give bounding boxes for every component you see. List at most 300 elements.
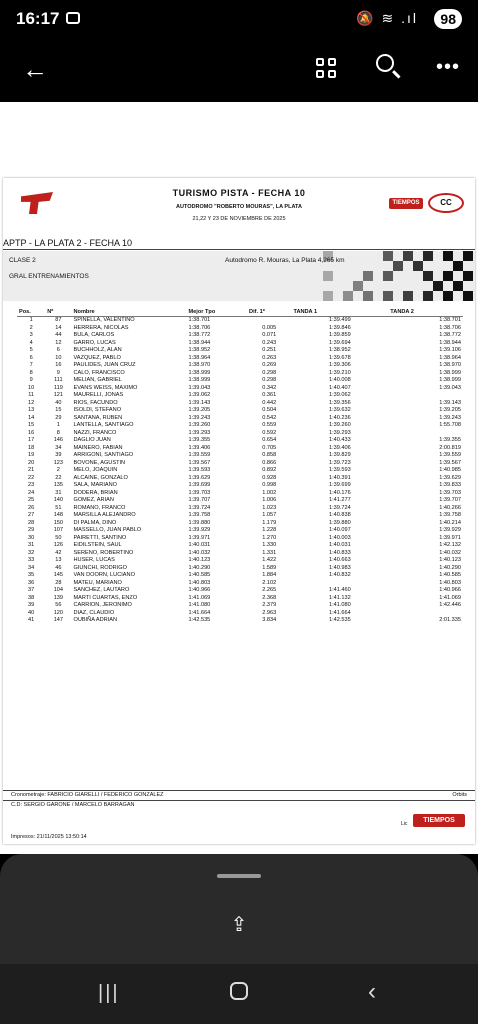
table-cell: 21 xyxy=(28,467,35,473)
table-cell: 1:38.999 xyxy=(188,369,211,376)
table-cell: 29 xyxy=(28,527,35,533)
column-header: Pos. xyxy=(17,308,45,317)
table-cell: 1:39.355 xyxy=(188,437,211,443)
table-cell: 1:39.703 xyxy=(439,489,461,496)
subsession-label: GRAL ENTRENAMIENTOS xyxy=(9,273,89,280)
table-cell: 2.368 xyxy=(262,594,277,601)
orbits-label: Orbits xyxy=(452,792,467,798)
checker-square xyxy=(383,271,393,281)
table-row xyxy=(17,452,463,460)
table-cell: 25 xyxy=(28,497,35,503)
table-cell: 1:38.964 xyxy=(188,354,211,361)
table-cell: 1:39.629 xyxy=(188,474,211,481)
table-cell: 12 xyxy=(55,339,62,346)
table-cell: 0.705 xyxy=(262,444,277,451)
sheet-handle[interactable] xyxy=(217,874,261,878)
table-cell: MELO, JOAQUIN xyxy=(73,467,118,473)
checker-square xyxy=(423,271,433,281)
search-icon[interactable] xyxy=(376,54,394,72)
table-cell: 87 xyxy=(55,317,62,323)
table-cell: 1:39.205 xyxy=(439,407,461,413)
table-row xyxy=(17,467,463,475)
table-cell: 1.179 xyxy=(262,519,277,526)
table-cell: 1.057 xyxy=(262,512,277,518)
checker-square xyxy=(423,291,433,301)
table-cell: 1:40.123 xyxy=(439,557,461,563)
home-button[interactable] xyxy=(230,982,248,1000)
table-cell: 44 xyxy=(55,332,62,338)
table-cell: 1:39.243 xyxy=(439,414,461,421)
table-cell: 1:41.460 xyxy=(328,587,351,593)
status-time: 16:17 xyxy=(16,9,60,28)
checker-square xyxy=(353,281,363,291)
nav-back-button[interactable]: ‹ xyxy=(368,978,376,1005)
table-cell: 1:38.970 xyxy=(439,362,461,368)
table-cell: 0.504 xyxy=(262,407,277,413)
table-cell: 0.071 xyxy=(262,332,277,338)
table-cell: SERENO, ROBERTINO xyxy=(73,549,134,556)
table-cell: 3.834 xyxy=(262,617,277,623)
table-cell: 1:40.966 xyxy=(439,587,461,593)
table-cell: 107 xyxy=(53,527,64,533)
grid-view-icon[interactable] xyxy=(316,58,338,80)
table-row xyxy=(17,355,463,363)
table-row xyxy=(17,565,463,573)
table-header xyxy=(17,308,463,317)
table-cell: 1:40.585 xyxy=(439,572,461,578)
table-cell: 1:41.277 xyxy=(328,497,351,503)
table-cell: 0.005 xyxy=(262,324,277,331)
table-row xyxy=(17,430,463,438)
column-header: Dif. 1º xyxy=(247,308,291,317)
divider xyxy=(3,800,475,801)
table-cell: 1:42.446 xyxy=(439,602,461,608)
license-label: Lic xyxy=(401,821,408,827)
table-cell: 7 xyxy=(29,362,33,368)
table-row xyxy=(17,505,463,513)
column-header: TANDA 1 xyxy=(291,308,388,317)
table-cell: 11 xyxy=(28,392,35,398)
checker-square xyxy=(453,261,463,271)
table-cell: 1:39.293 xyxy=(328,429,351,436)
table-row xyxy=(17,377,463,385)
table-cell: BOVONE, AGUSTIN xyxy=(73,459,126,466)
table-cell: 1:39.758 xyxy=(439,512,461,518)
table-cell: 1:40.832 xyxy=(328,572,351,578)
table-row xyxy=(17,512,463,520)
table-cell: 1:39.929 xyxy=(439,527,461,533)
table-cell: MATEU, MARIANO xyxy=(73,579,122,586)
table-row xyxy=(17,475,463,483)
table-cell: 1:39.707 xyxy=(188,497,211,503)
session-banner xyxy=(3,251,475,301)
table-cell: 1:39.694 xyxy=(328,339,351,346)
table-cell: 147 xyxy=(53,617,64,623)
table-cell: CALO, FRANCISCO xyxy=(73,369,125,376)
table-cell: 37 xyxy=(28,587,35,593)
table-row xyxy=(17,572,463,580)
table-row xyxy=(17,482,463,490)
table-cell: 150 xyxy=(53,519,64,526)
table-cell: 1:39.723 xyxy=(328,459,351,466)
table-cell: 1:39.846 xyxy=(328,324,351,331)
table-cell: DI PALMA, DINO xyxy=(73,519,117,526)
table-cell: 2.102 xyxy=(262,579,277,586)
table-cell: 1:39.699 xyxy=(328,482,351,488)
table-row xyxy=(17,617,463,625)
checker-square xyxy=(343,291,353,301)
checker-square xyxy=(403,291,413,301)
table-cell xyxy=(388,430,463,438)
bottom-sheet[interactable] xyxy=(0,854,478,964)
table-cell: 39 xyxy=(28,602,35,608)
checker-square xyxy=(323,271,333,281)
results-table xyxy=(17,308,463,625)
tiempos-footer-logo: TIEMPOS xyxy=(413,814,465,827)
cast-icon xyxy=(66,12,80,24)
table-cell: 1:38.701 xyxy=(188,317,211,323)
table-cell: 1:39.210 xyxy=(328,369,351,376)
table-cell: 1:38.772 xyxy=(439,332,461,338)
checker-square xyxy=(323,291,333,301)
table-cell: 0.361 xyxy=(262,392,277,398)
table-cell: 46 xyxy=(55,564,62,571)
table-cell: 0.866 xyxy=(262,459,277,466)
table-cell: 0.243 xyxy=(262,339,277,346)
checker-square xyxy=(463,271,473,281)
table-cell: 1:39.971 xyxy=(188,534,211,541)
table-cell: 1:39.833 xyxy=(439,482,461,488)
table-cell xyxy=(291,580,388,588)
table-cell: 50 xyxy=(55,534,62,541)
table-cell: 1:40.003 xyxy=(328,534,351,541)
table-cell: 1.270 xyxy=(262,534,277,541)
table-cell: 1:40.407 xyxy=(328,384,351,391)
table-cell: 2 xyxy=(56,467,60,473)
table-cell: 123 xyxy=(53,459,64,466)
table-cell: 1:42.535 xyxy=(188,617,211,623)
table-cell: 1.023 xyxy=(262,504,277,511)
table-cell: 24 xyxy=(28,489,35,496)
table-cell: 14 xyxy=(28,414,35,421)
table-cell: RIOS, FACUNDO xyxy=(73,399,118,406)
table-cell: 139 xyxy=(53,594,64,601)
table-cell: 1:41.132 xyxy=(328,594,351,601)
table-cell: MASSELLO, JUAN PABLO xyxy=(73,527,142,533)
table-cell: 1.884 xyxy=(262,572,277,578)
back-arrow-icon[interactable]: ← xyxy=(22,54,48,84)
table-cell: 23 xyxy=(28,482,35,488)
status-icons: 🔕 ≋ .ıl xyxy=(356,10,418,26)
table-cell: MAINERO, FABIAN xyxy=(73,444,123,451)
table-cell: 16 xyxy=(55,362,62,368)
table-row xyxy=(17,520,463,528)
table-cell: 1:39.406 xyxy=(328,444,351,451)
table-cell: 2.265 xyxy=(262,587,277,593)
table-cell: 1:40.966 xyxy=(188,587,211,593)
table-cell: 5 xyxy=(29,347,33,353)
table-cell: 38 xyxy=(28,594,35,601)
checker-square xyxy=(383,251,393,261)
table-row xyxy=(17,370,463,378)
table-cell: 1:40.838 xyxy=(328,512,351,518)
table-cell: 1:38.706 xyxy=(188,324,211,331)
table-cell: 1 xyxy=(29,317,33,323)
table-row xyxy=(17,595,463,603)
class-label: CLASE 2 xyxy=(9,257,36,264)
table-cell: 1:39.567 xyxy=(188,459,211,466)
table-cell: 1:39.724 xyxy=(328,504,351,511)
table-cell: ROMANO, FRANCO xyxy=(73,504,126,511)
share-icon[interactable]: ⇪ xyxy=(230,914,248,936)
table-cell: 1:39.260 xyxy=(328,422,351,428)
table-cell: 1:39.559 xyxy=(188,452,211,458)
table-cell: 1:40.032 xyxy=(188,549,211,556)
table-cell: 1:40.290 xyxy=(439,564,461,571)
table-cell: HERRERA, NICOLAS xyxy=(73,324,129,331)
more-options-icon[interactable]: ••• xyxy=(436,56,461,78)
table-cell: SPINELLA, VALENTINO xyxy=(73,317,135,323)
table-cell: 0.251 xyxy=(262,347,277,353)
table-cell: 36 xyxy=(28,579,35,586)
table-cell: 1:39.143 xyxy=(439,399,461,406)
viewer-toolbar xyxy=(0,40,478,102)
table-row xyxy=(17,580,463,588)
table-cell: 2 xyxy=(29,324,33,331)
table-cell: 8 xyxy=(56,429,60,436)
table-cell: 1.330 xyxy=(262,542,277,548)
table-cell: 10 xyxy=(28,384,35,391)
table-cell: 12 xyxy=(28,399,35,406)
column-header: Nº xyxy=(45,308,71,317)
table-row xyxy=(17,527,463,535)
doc-dates: 21,22 Y 23 DE NOVIEMBRE DE 2025 xyxy=(192,216,286,222)
table-cell: 1:40.266 xyxy=(439,504,461,511)
table-cell: 22 xyxy=(28,474,35,481)
table-cell: 33 xyxy=(28,557,35,563)
table-cell: BUCHHOLZ, ALAN xyxy=(73,347,122,353)
checker-square xyxy=(423,251,433,261)
table-row xyxy=(17,392,463,400)
table-row xyxy=(17,362,463,370)
table-cell: 1:39.859 xyxy=(328,332,351,338)
table-cell: 148 xyxy=(53,512,64,518)
table-cell: 1:39.678 xyxy=(328,354,351,361)
table-cell: EVANS WEISS, MAXIMO xyxy=(73,384,138,391)
table-cell: 1:40.176 xyxy=(328,489,351,496)
table-cell: 1:39.703 xyxy=(188,489,211,496)
checker-square xyxy=(463,251,473,261)
table-cell: 1:39.629 xyxy=(439,474,461,481)
table-cell: 1:41.080 xyxy=(328,602,351,608)
table-cell: 1:39.593 xyxy=(328,467,351,473)
doc-circuit: AUTODROMO "ROBERTO MOURAS", LA PLATA xyxy=(176,204,302,210)
table-row xyxy=(17,497,463,505)
document-viewer[interactable] xyxy=(0,102,478,854)
table-row xyxy=(17,415,463,423)
divider xyxy=(3,790,475,791)
table-cell: 1:40.803 xyxy=(439,579,461,586)
table-cell: GOMEZ, ARIAN xyxy=(73,497,114,503)
table-cell: 13 xyxy=(55,557,62,563)
table-cell: 1:40.236 xyxy=(328,414,351,421)
checker-square xyxy=(363,291,373,301)
table-cell: 0.654 xyxy=(262,437,277,443)
table-cell: 104 xyxy=(53,587,64,593)
table-cell: 1:42.535 xyxy=(328,617,351,623)
table-cell: 34 xyxy=(28,564,35,571)
table-cell: 1:40.663 xyxy=(328,557,351,563)
table-cell: 1:38.970 xyxy=(188,362,211,368)
table-cell: 14 xyxy=(55,324,62,331)
recents-button[interactable]: ||| xyxy=(98,982,120,1004)
table-cell: 1.422 xyxy=(262,557,277,563)
table-cell: 1:39.499 xyxy=(328,317,351,323)
table-cell: 2.379 xyxy=(262,602,277,608)
table-cell: 1:40.008 xyxy=(328,377,351,383)
table-cell: DODERA, BRIAN xyxy=(73,489,118,496)
table-cell: 30 xyxy=(28,534,35,541)
table-row xyxy=(17,535,463,543)
table-cell: 1:39.724 xyxy=(188,504,211,511)
table-cell: MARTI CUARTAS, ENZO xyxy=(73,594,138,601)
checker-square xyxy=(433,281,443,291)
table-row xyxy=(17,400,463,408)
table-cell: 15 xyxy=(28,422,35,428)
table-cell: 40 xyxy=(55,399,62,406)
table-cell: 1:42.132 xyxy=(439,542,461,548)
checker-square xyxy=(443,251,453,261)
table-cell: GIUNCHI, RODRIGO xyxy=(73,564,127,571)
timing-credits: Cronometraje: FABRICIO GIARELLI / FEDERICO GONZALEZ xyxy=(11,792,164,798)
table-cell: 0.928 xyxy=(262,474,277,481)
table-cell: CARRION, JERONIMO xyxy=(73,602,132,608)
table-cell: 1:41.069 xyxy=(188,594,211,601)
table-cell: 1:40.983 xyxy=(328,564,351,571)
table-cell: PAIRETTI, SANTINO xyxy=(73,534,127,541)
table-cell: ALCAINE, GONZALO xyxy=(73,474,128,481)
table-cell: 1:40.031 xyxy=(188,542,211,548)
table-row xyxy=(17,610,463,618)
table-cell: LANTELLA, SANTIAGO xyxy=(73,422,134,428)
table-cell: 13 xyxy=(28,407,35,413)
table-cell: 1:40.290 xyxy=(188,564,211,571)
table-cell: 0.592 xyxy=(262,429,277,436)
table-cell: NAZZI, FRANCO xyxy=(73,429,117,436)
table-cell: 1:40.585 xyxy=(188,572,211,578)
table-cell: 1:40.985 xyxy=(439,467,461,473)
table-row xyxy=(17,445,463,453)
table-cell: 0.298 xyxy=(262,377,277,383)
table-cell: 1:39.559 xyxy=(439,452,461,458)
pdf-page xyxy=(3,178,475,844)
table-cell: 1:39.062 xyxy=(188,392,211,398)
table-cell: 28 xyxy=(28,519,35,526)
table-cell: 1:40.097 xyxy=(328,527,351,533)
table-cell: 1:41.664 xyxy=(328,609,351,616)
table-cell: 1:39.355 xyxy=(439,437,461,443)
table-cell: 0.858 xyxy=(262,452,277,458)
table-row xyxy=(17,557,463,565)
table-cell: 9 xyxy=(29,377,33,383)
table-cell: 0.342 xyxy=(262,384,277,391)
table-cell: 1:38.952 xyxy=(188,347,211,353)
table-cell: 140 xyxy=(53,497,64,503)
table-row xyxy=(17,407,463,415)
checker-square xyxy=(323,251,333,261)
table-cell: 1:38.701 xyxy=(439,317,461,323)
table-cell: 1:41.664 xyxy=(188,609,211,616)
table-cell: 1:39.593 xyxy=(188,467,211,473)
table-cell: 1:39.971 xyxy=(439,534,461,541)
table-cell: 0.998 xyxy=(262,482,277,488)
table-cell: 8 xyxy=(29,369,33,376)
column-header: Mejor Tpo xyxy=(187,308,248,317)
table-cell: ARRIGONI, SANTIAGO xyxy=(73,452,134,458)
table-cell: 1:38.944 xyxy=(188,339,211,346)
table-cell xyxy=(247,317,291,325)
table-cell xyxy=(388,610,463,618)
table-cell: 6 xyxy=(29,354,33,361)
session-title: APTP - LA PLATA 2 - FECHA 10 xyxy=(3,238,133,248)
table-cell: 22 xyxy=(55,474,62,481)
table-cell: 146 xyxy=(53,437,64,443)
table-cell: 2:01.335 xyxy=(439,617,461,623)
table-cell: 2.963 xyxy=(262,609,277,616)
table-cell: 1:39.880 xyxy=(188,519,211,526)
table-cell: GARRO, LUCAS xyxy=(73,339,116,346)
table-cell: 111 xyxy=(54,377,63,383)
table-row xyxy=(17,542,463,550)
table-cell: 1:40.123 xyxy=(188,557,211,563)
table-row xyxy=(17,422,463,430)
table-row xyxy=(17,490,463,498)
table-cell: 34 xyxy=(55,444,62,451)
table-cell: BULA, CARLOS xyxy=(73,332,115,338)
table-cell: 10 xyxy=(55,354,62,361)
table-cell: 0.263 xyxy=(262,354,277,361)
table-cell: 1:39.043 xyxy=(439,384,461,391)
table-cell: 1:39.406 xyxy=(188,444,211,451)
table-cell: 16 xyxy=(28,429,35,436)
table-cell: 31 xyxy=(28,542,35,548)
table-cell: 1.228 xyxy=(262,527,277,533)
cd-credits: C.D: SERGIO GARONE / MARCELO BARRAGAN xyxy=(11,802,135,808)
checker-square xyxy=(453,281,463,291)
table-cell: 1.002 xyxy=(262,489,277,496)
table-cell: 1:40.433 xyxy=(328,437,351,443)
table-cell: VAN DOORN, LUCIANO xyxy=(73,572,135,578)
table-cell: MELIAN, GABRIEL xyxy=(73,377,122,383)
table-row xyxy=(17,587,463,595)
table-cell: 0.442 xyxy=(262,399,277,406)
table-cell: 1:40.031 xyxy=(328,542,351,548)
table-cell: HUSER, LUCAS xyxy=(73,557,115,563)
table-cell: 126 xyxy=(53,542,64,548)
doc-title: TURISMO PISTA - FECHA 10 xyxy=(172,188,306,198)
table-cell: SANCHEZ, LAUTARO xyxy=(73,587,130,593)
table-cell: 1:39.356 xyxy=(328,399,351,406)
table-cell: 121 xyxy=(53,392,64,398)
table-cell: 1:39.205 xyxy=(188,407,211,413)
table-cell: 29 xyxy=(55,414,62,421)
tiempos-logo: TIEMPOS xyxy=(389,198,423,209)
table-cell: DIAZ, CLAUDIO xyxy=(73,609,115,616)
table-cell: 1:41.069 xyxy=(439,594,461,601)
table-cell: 1:38.964 xyxy=(439,354,461,361)
table-cell: 39 xyxy=(55,452,62,458)
track-label: Autodromo R. Mouras, La Plata 4,265 km xyxy=(225,257,345,264)
